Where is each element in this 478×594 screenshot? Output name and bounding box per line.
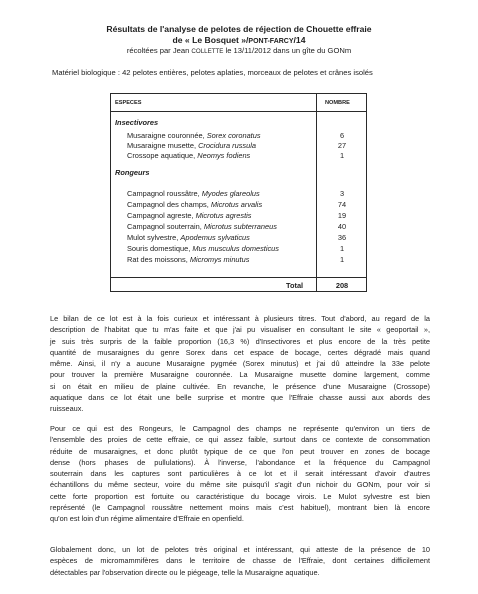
title-text: Résultats de l'analyse de pelotes de réjection de Chouette effraie bbox=[106, 24, 372, 34]
collector-name: COLLETTE bbox=[191, 48, 224, 55]
paragraph-line: cette forte proportion est fortuite ou caractéristique du bocage virois. Le Mulot sylvestre est bien bbox=[50, 491, 430, 501]
table-row-species bbox=[127, 131, 261, 140]
paragraph-line: ruisseaux. bbox=[50, 404, 84, 414]
total-label: Total bbox=[286, 281, 304, 290]
total-value: 208 bbox=[335, 281, 349, 290]
paragraph-line: Pour ce qui est des Rongeurs, le Campagnol des champs ne représente qu'environ un tiers de bbox=[50, 424, 430, 433]
species-common-name: Mulot sylvestre, bbox=[127, 233, 181, 242]
species-common-name: Musaraigne couronnée, bbox=[127, 131, 207, 140]
species-count: 1 bbox=[339, 244, 345, 253]
species-latin-name: Micromys minutus bbox=[189, 255, 250, 264]
species-common-name: Campagnol des champs, bbox=[127, 200, 211, 209]
paragraph-line: je suis très surpris de la faible proportion (16,3 %) d'Insectivores et plus encore de la très petite bbox=[50, 336, 430, 346]
species-latin-name: Apodemus sylvaticus bbox=[180, 233, 250, 242]
species-count: 74 bbox=[337, 200, 347, 209]
header-species: ESPECES bbox=[115, 100, 142, 106]
paragraph-line: l'ensemble des proies de cette effraie, ce qui assez faible, surtout dans ce contexte de consommation bbox=[50, 435, 430, 445]
table-header-row bbox=[111, 94, 366, 112]
species-latin-name: Myodes glareolus bbox=[201, 189, 260, 198]
table-row-species bbox=[127, 151, 250, 160]
species-common-name: Musaraigne musette, bbox=[127, 141, 199, 150]
header-count: NOMBRE bbox=[325, 100, 350, 106]
species-common-name: Rat des moissons, bbox=[127, 255, 190, 264]
species-count: 1 bbox=[339, 151, 345, 160]
table-row-species bbox=[127, 211, 251, 220]
title-locality: de « Le Bosquet »/ bbox=[172, 35, 249, 45]
table-row-species bbox=[127, 255, 249, 264]
species-common-name: Campagnol roussâtre, bbox=[127, 189, 202, 198]
document-title-line-1 bbox=[40, 24, 438, 35]
title-department: /14 bbox=[293, 35, 306, 45]
collection-byline bbox=[40, 46, 438, 55]
species-common-name: Campagnol agreste, bbox=[127, 211, 196, 220]
species-count: 6 bbox=[339, 131, 345, 140]
species-latin-name: Neomys fodiens bbox=[197, 151, 251, 160]
paragraph-line: description de l'habitat que tu m'as faite et que j'ai pu visualiser en consultant le site « geoportail », bbox=[50, 325, 430, 335]
paragraph-line: réduite de musaraignes, et donc plutôt typique de ce que l'on peut trouver en zones de bocage bbox=[50, 446, 430, 456]
species-latin-name: Microtus agrestis bbox=[195, 211, 252, 220]
paragraph-line: si on était en milieu de plaine cultivée. En revanche, le présence d'une Musaraigne (Crossope) bbox=[50, 381, 430, 391]
species-latin-name: Microtus subterraneus bbox=[203, 222, 277, 231]
table-row-species bbox=[127, 222, 277, 231]
paragraph-line: échantillons du même secteur, voire du même site puisqu'il s'agit d'un nichoir du GONm, pour voir si bbox=[50, 480, 430, 490]
paragraph-line: quantité de musaraignes du genre Sorex dans cet espace de bocage, certes dégradé mais quand bbox=[50, 347, 430, 357]
species-count: 1 bbox=[339, 255, 345, 264]
table-row-species bbox=[127, 141, 256, 150]
paragraph-3 bbox=[50, 544, 430, 578]
paragraph-1 bbox=[50, 313, 430, 415]
group-insectivores: Insectivores bbox=[115, 118, 159, 127]
paragraph-line: détectables par l'observation directe ou le piégeage, telle la Musaraigne aquatique. bbox=[50, 567, 320, 577]
species-common-name: Crossope aquatique, bbox=[127, 151, 198, 160]
paragraph-line: Le bilan de ce lot est à la fois curieux et intéressant à plusieurs titres. Tout d'abord, au regard de la bbox=[50, 314, 430, 323]
byline-text-a: récoltées par Jean bbox=[126, 46, 192, 55]
table-row-species bbox=[127, 233, 250, 242]
species-table bbox=[110, 93, 367, 292]
table-row-species bbox=[127, 244, 279, 253]
title-commune: PONT-FARCY bbox=[248, 38, 294, 45]
species-count: 19 bbox=[337, 211, 347, 220]
paragraph-line: dense (hors phases de pullulations). À l'inverse, l'abondance et la fréquence du Campagnol bbox=[50, 457, 430, 467]
paragraph-line: représenté (le Campagnol roussâtre nettement moins mais c'est habituel), montrant bien là encore bbox=[50, 503, 430, 513]
paragraph-line: espèces de micromammifères dans le territoire de chasse de l'Effraie, dont certaines difficilement bbox=[50, 556, 430, 566]
species-latin-name: Microtus arvalis bbox=[210, 200, 263, 209]
species-latin-name: Mus musculus domesticus bbox=[192, 244, 279, 253]
species-latin-name: Sorex coronatus bbox=[206, 131, 261, 140]
species-count: 36 bbox=[337, 233, 347, 242]
table-row-species bbox=[127, 189, 260, 198]
paragraph-line: même. Ainsi, il n'y a aucune Musaraigne pygmée (Sorex minutus) et j'ai dû atteindre la 33e pelote bbox=[50, 359, 430, 369]
species-common-name: Campagnol souterrain, bbox=[127, 222, 204, 231]
paragraph-2 bbox=[50, 423, 430, 525]
species-count: 27 bbox=[337, 141, 347, 150]
biological-material-line: Matériel biologique : 42 pelotes entières, pelotes aplaties, morceaux de pelotes et crânes isolés bbox=[52, 68, 373, 77]
group-rongeurs: Rongeurs bbox=[115, 168, 150, 177]
species-latin-name: Crocidura russula bbox=[198, 141, 256, 150]
species-count: 40 bbox=[337, 222, 347, 231]
species-count: 3 bbox=[339, 189, 345, 198]
paragraph-line: qu'on est loin d'un régime alimentaire d'Effraie en openfield. bbox=[50, 514, 244, 524]
byline-text-b: le 13/11/2012 dans un gîte du GONm bbox=[223, 46, 352, 55]
species-common-name: Souris domestique, bbox=[127, 244, 193, 253]
paragraph-line: pour trouver la première Musaraigne couronnée. La Musaraigne musette domine largement, comme bbox=[50, 370, 430, 380]
paragraph-line: Globalement donc, un lot de pelotes très original et intéressant, qui atteste de la présence de 10 bbox=[50, 545, 430, 554]
paragraph-line: souterrain dans les captures sont particulières à ce lot et il serait intéressant d'avoir d'autres bbox=[50, 469, 430, 479]
paragraph-line: aquatique dans ce lot était une belle surprise et montre que l'Effraie chasse aussi aux abords des bbox=[50, 393, 430, 403]
table-total-row bbox=[111, 277, 366, 293]
table-row-species bbox=[127, 200, 262, 209]
